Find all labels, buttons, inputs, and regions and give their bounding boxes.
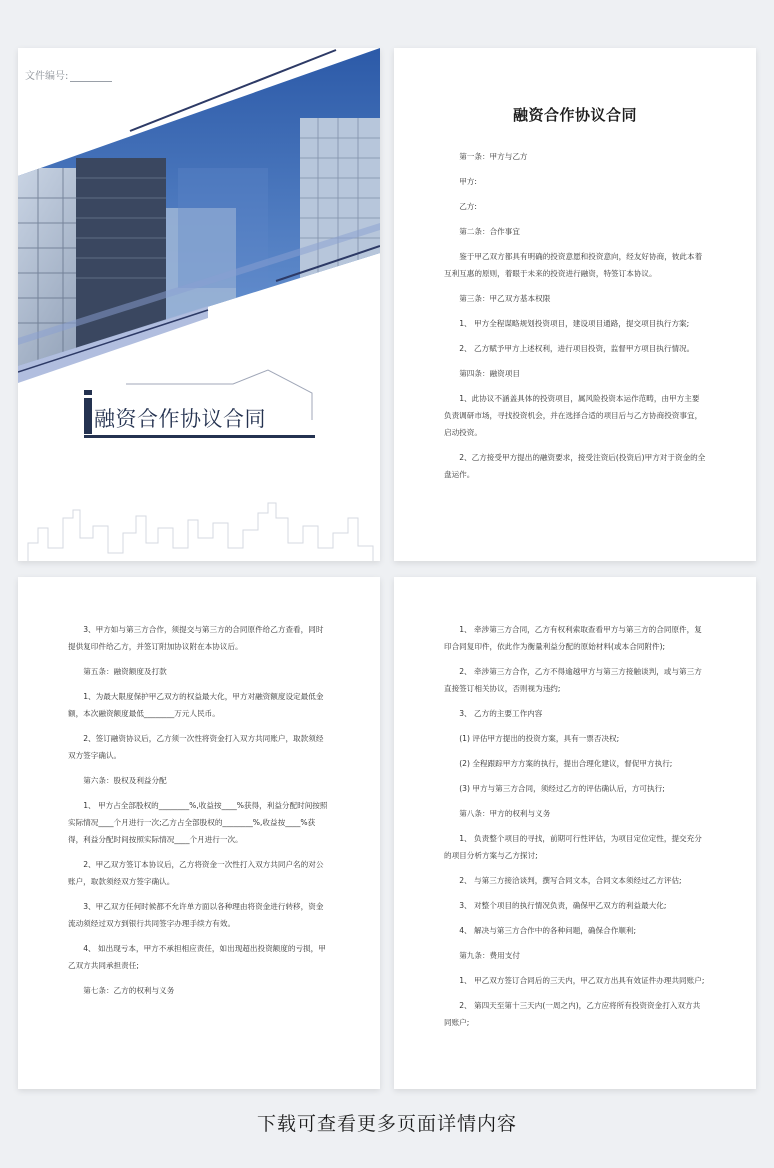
paragraph: 第八条：甲方的权利与义务 [459, 809, 551, 818]
paragraph: 1、 甲乙双方签订合同后的三天内，甲乙双方出具有效证件办理共同账户; [459, 976, 705, 985]
document-page-1 [394, 48, 756, 561]
paragraph: 2、 乙方赋予甲方上述权利，进行项目投资，监督甲方项目执行情况。 [459, 344, 695, 353]
cover-title-underline [84, 435, 315, 438]
paragraph: 第九条：费用支付 [459, 951, 520, 960]
paragraph: 甲方: [459, 177, 477, 186]
paragraph: 第五条：融资额度及打款 [83, 667, 167, 676]
paragraph: 1、为最大限度保护甲乙双方的权益最大化，甲方对融资额度设定最低金额，本次融资额度最低________万元人民币。 [68, 692, 324, 718]
paragraph: 第四条：融资项目 [459, 369, 520, 378]
paragraph: 2、签订融资协议后，乙方须一次性将资金打入双方共同账户，取款须经双方签字确认。 [68, 734, 324, 760]
paragraph: 2、 牵涉第三方合作，乙方不得逾越甲方与第三方接触谈判，或与第三方直接签订相关协议，否则视为违约; [444, 667, 702, 693]
paragraph: 3、 乙方的主要工作内容 [459, 709, 543, 718]
paragraph: 3、甲乙双方任何时候都不允许单方面以各种理由将资金进行转移，资金流动须经过双方到银行共同签字办理手续方有效。 [68, 902, 324, 928]
document-title: 融资合作协议合同 [512, 106, 637, 124]
city-photo [18, 48, 380, 378]
paragraph: 3、甲方如与第三方合作，须提交与第三方的合同原件给乙方查看，同时提供复印件给乙方，并签订附加协议附在本协议后。 [68, 625, 324, 651]
cover-page [18, 48, 380, 561]
document-body [444, 148, 706, 491]
paragraph: (2) 全程跟踪甲方方案的执行，提出合理化建议，督促甲方执行; [459, 759, 673, 768]
paragraph: 第六条：股权及利益分配 [83, 776, 167, 785]
download-more-note: 下载可查看更多页面详情内容 [256, 1113, 517, 1135]
document-body [68, 621, 330, 1007]
paragraph: (1) 评估甲方提出的投资方案，具有一票否决权; [459, 734, 620, 743]
paragraph: 第二条：合作事宜 [459, 227, 520, 236]
title-accent-dot [84, 390, 92, 395]
document-page-3 [394, 577, 756, 1089]
paragraph: 1、 牵涉第三方合同，乙方有权利索取查看甲方与第三方的合同原件，复印合同复印件，依此作为衡量利益分配的原始材料(或本合同附件); [444, 625, 702, 651]
paragraph: 4、 如出现亏本，甲方不承担相应责任，如出现超出投资额度的亏损，甲乙双方共同承担责任; [68, 944, 326, 970]
paragraph: 1、 甲方全程谋略规划投资项目，建设项目通路，提交项目执行方案; [459, 319, 690, 328]
paragraph: 3、 对整个项目的执行情况负责，确保甲乙双方的利益最大化; [459, 901, 667, 910]
cover-title: 融资合作协议合同 [94, 407, 266, 431]
paragraph: 2、 第四天至第十三天内(一周之内)，乙方应将所有投资资金打入双方共同账户; [444, 1001, 701, 1027]
paragraph: 第一条：甲方与乙方 [459, 152, 528, 161]
paragraph: 1、 负责整个项目的寻找，前期可行性评估，为项目定位定性，提交充分的项目分析方案与乙方探讨; [444, 834, 702, 860]
title-accent-bar [84, 398, 92, 434]
file-number-field [25, 67, 112, 82]
paragraph: 第七条：乙方的权利与义务 [83, 986, 175, 995]
document-page-2 [18, 577, 380, 1089]
paragraph: 鉴于甲乙双方都具有明确的投资意愿和投资意向，经友好协商，彼此本着互利互惠的原则，着眼于未来的投资进行融资，特签订本协议。 [444, 252, 703, 278]
paragraph: 1、此协议不涵盖具体的投资项目，属风险投资本运作范畴，由甲方主要负责调研市场，寻找投资机会，并在选择合适的项目后与乙方协商投资事宜，启动投资。 [444, 394, 703, 437]
paragraph: 4、 解决与第三方合作中的各种问题，确保合作顺利; [459, 926, 637, 935]
file-number-blank [70, 72, 112, 82]
paragraph: 1、 甲方占全部股权的________%,收益按____%获得，利益分配时间按照实际情况____个月进行一次;乙方占全部股权的________%,收益按____%获得，利益分配时间按照实际情况____个月进行一次。 [68, 801, 328, 844]
document-body [444, 621, 706, 1039]
paragraph: 乙方: [459, 202, 477, 211]
paragraph: 2、乙方接受甲方提出的融资要求，接受注资后(投资后)甲方对于资金的全盘运作。 [444, 453, 706, 479]
paragraph: 2、 与第三方接洽谈判，撰写合同文本，合同文本须经过乙方评估; [459, 876, 682, 885]
cover-artwork [18, 48, 380, 561]
paragraph: 第三条：甲乙双方基本权限 [459, 294, 551, 303]
file-number-label: 文件编号: [25, 71, 69, 82]
paragraph: 2、甲乙双方签订本协议后，乙方将资金一次性打入双方共同户名的对公账户，取款须经双方签字确认。 [68, 860, 324, 886]
paragraph: (3) 甲方与第三方合同，须经过乙方的评估确认后，方可执行; [459, 784, 665, 793]
